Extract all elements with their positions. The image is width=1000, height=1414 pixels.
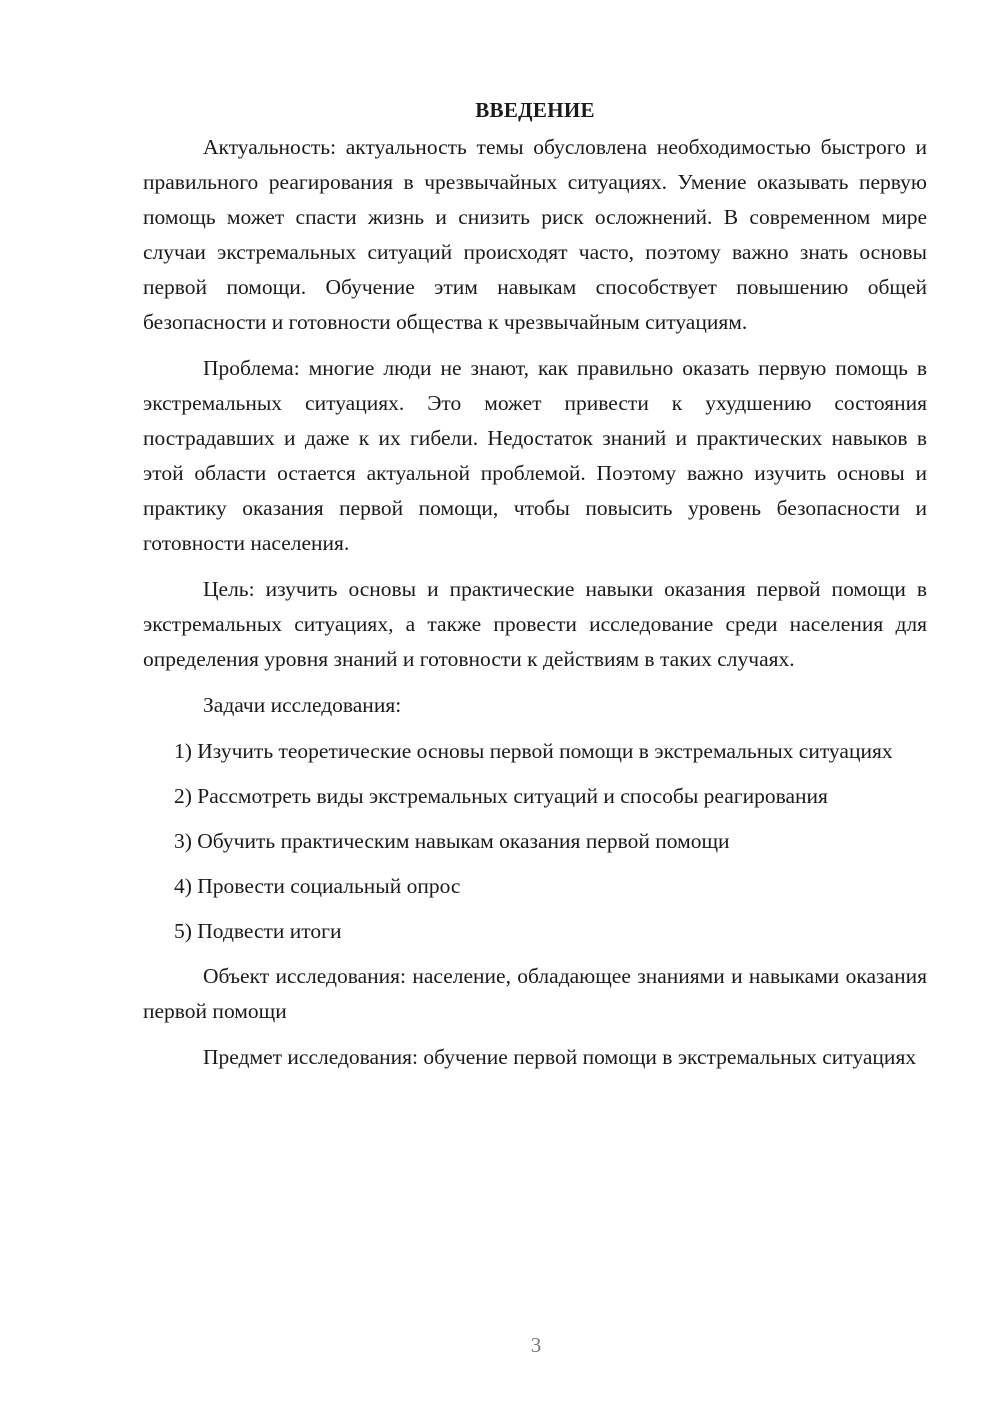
tasks-heading: Задачи исследования: — [203, 693, 402, 717]
task-item: 5) Подвести итоги — [174, 919, 342, 943]
tasks-list — [143, 734, 927, 949]
relevance-paragraph: Актуальность: актуальность темы обусловлена необходимостью быстрого и правильного реагирования в чрезвычайных ситуациях. Умение оказывать первую помощь может спасти жизнь и снизить риск осложнений. В современном мире случаи экстремальных ситуаций происходят часто, поэтому важно знать основы первой помощи. Обучение этим навыкам способствует повышению общей безопасности и готовности общества к чрезвычайным ситуациям. — [143, 135, 927, 334]
page-number: 3 — [530, 1333, 542, 1357]
document-page — [143, 92, 927, 1086]
page-title: ВВЕДЕНИЕ — [475, 98, 595, 122]
task-item: 2) Рассмотреть виды экстремальных ситуаций и способы реагирования — [174, 784, 828, 808]
object-paragraph: Объект исследования: население, обладающее знаниями и навыками оказания первой помощи — [143, 964, 927, 1023]
task-item: 3) Обучить практическим навыкам оказания первой помощи — [174, 829, 730, 853]
task-item: 4) Провести социальный опрос — [174, 874, 461, 898]
problem-paragraph: Проблема: многие люди не знают, как правильно оказать первую помощь в экстремальных ситуациях. Это может привести к ухудшению состояния пострадавших и даже к их гибели. Недостаток знаний и практических навыков в этой области остается актуальной проблемой. Поэтому важно изучить основы и практику оказания первой помощи, чтобы повысить уровень безопасности и готовности населения. — [143, 356, 927, 555]
task-item: 1) Изучить теоретические основы первой помощи в экстремальных ситуациях — [174, 739, 893, 763]
subject-paragraph: Предмет исследования: обучение первой помощи в экстремальных ситуациях — [203, 1045, 917, 1069]
goal-paragraph: Цель: изучить основы и практические навыки оказания первой помощи в экстремальных ситуациях, а также провести исследование среди населения для определения уровня знаний и готовности к действиям в таких случаях. — [143, 577, 927, 671]
